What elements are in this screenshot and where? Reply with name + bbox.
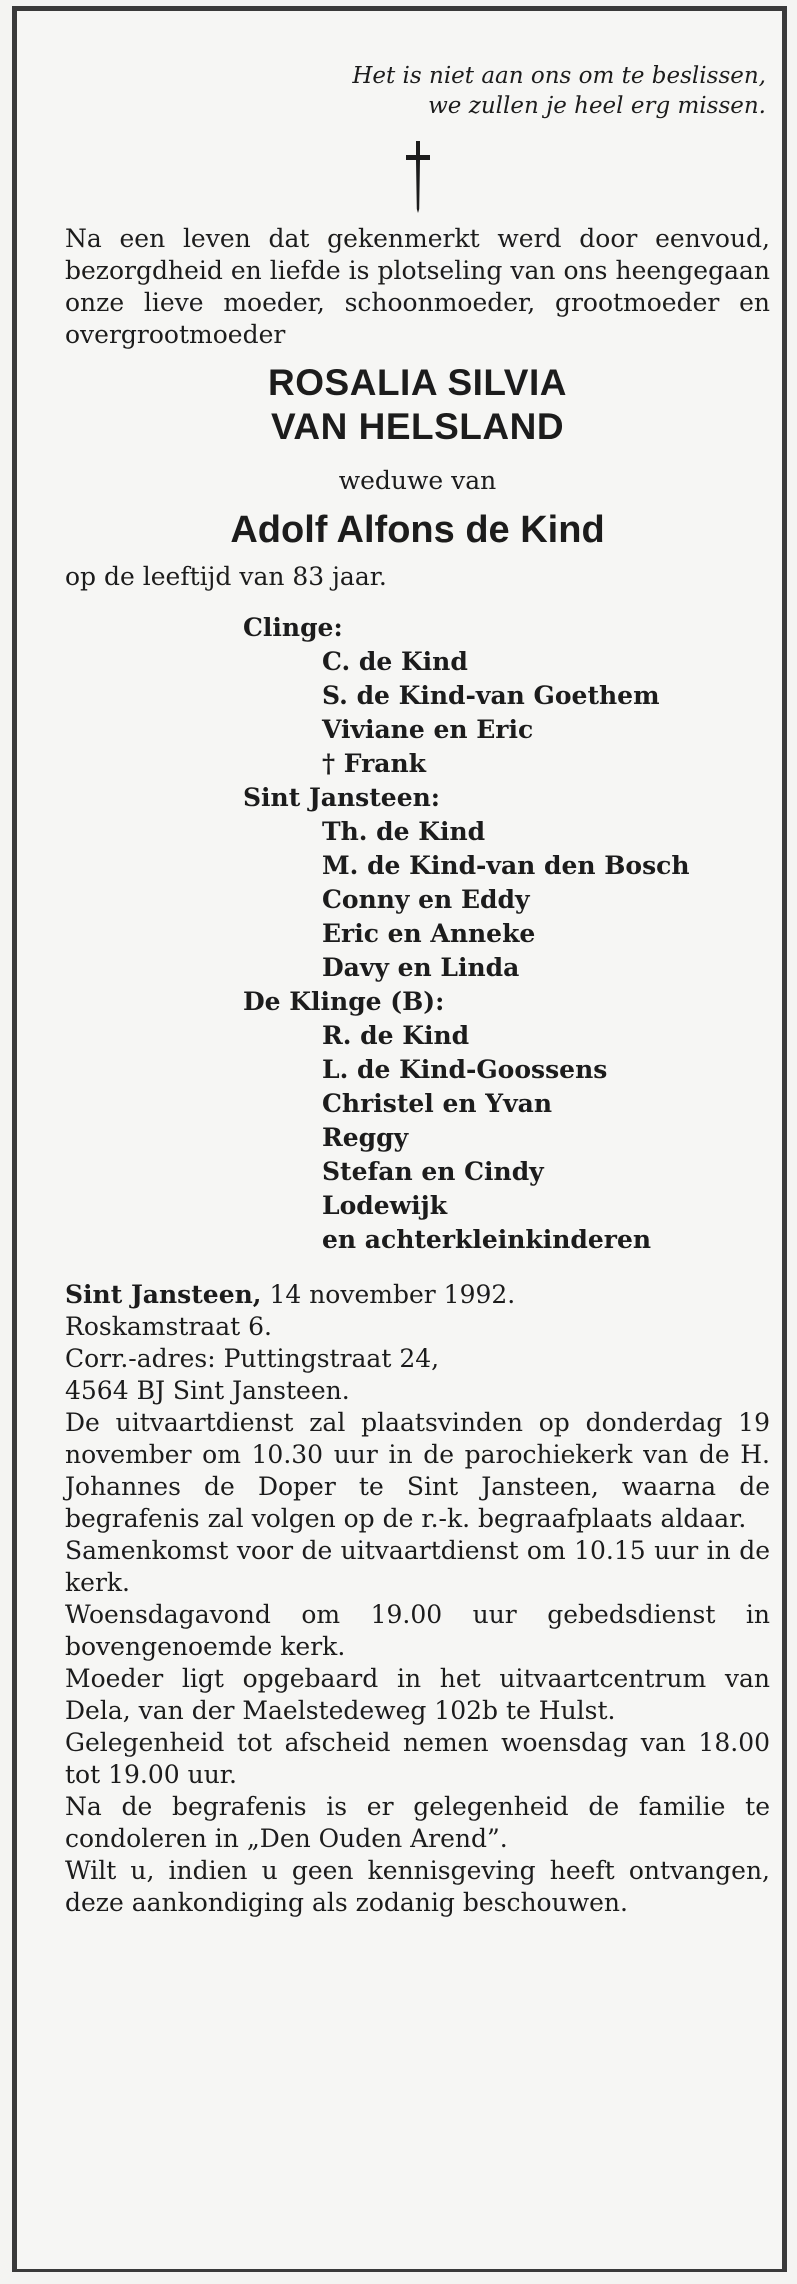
- motto-line-1: Het is niet aan ons om te beslissen,: [352, 63, 766, 89]
- family-member: Eric en Anneke: [322, 919, 536, 948]
- family-member: M. de Kind-van den Bosch: [322, 851, 690, 880]
- family-place-clinge: Clinge:: [243, 613, 343, 642]
- gathering-paragraph: Samenkomst voor de uitvaartdienst om 10.15 uur in de kerk.: [65, 1536, 770, 1597]
- notice-paragraph: Wilt u, indien u geen kennisgeving heeft ontvangen, deze aankondiging als zodanig beschouwen.: [65, 1856, 770, 1917]
- prayer-service-paragraph: Woensdagavond om 19.00 uur gebedsdienst in bovengenoemde kerk.: [65, 1600, 770, 1661]
- intro-text: Na een leven dat gekenmerkt werd door eenvoud, bezorgdheid en liefde is plotseling van ons heengegaan onze lieve moeder, schoonmoeder, grootmoeder en overgrootmoeder: [65, 224, 770, 349]
- family-member: C. de Kind: [322, 647, 468, 676]
- date-place: Sint Jansteen,: [65, 1280, 262, 1309]
- spouse-name: Adolf Alfons de Kind: [230, 509, 605, 551]
- family-place-sint-jansteen: Sint Jansteen:: [243, 783, 441, 812]
- address-line: Corr.-adres: Puttingstraat 24,: [65, 1344, 440, 1373]
- deceased-name-line-2: VAN HELSLAND: [270, 406, 565, 447]
- laid-out-paragraph: Moeder ligt opgebaard in het uitvaartcentrum van Dela, van der Maelstedeweg 102b te Hulst.: [65, 1664, 770, 1725]
- family-member: Reggy: [322, 1123, 409, 1152]
- family-member: Davy en Linda: [322, 953, 520, 982]
- family-list: [65, 611, 770, 1257]
- date-line: [65, 1279, 770, 1311]
- family-place-de-klinge: De Klinge (B):: [243, 987, 445, 1016]
- family-member: † Frank: [322, 749, 426, 778]
- family-member: Viviane en Eric: [322, 715, 534, 744]
- date-value: 14 november 1992.: [261, 1280, 516, 1309]
- family-member: en achterkleinkinderen: [322, 1225, 652, 1254]
- family-member: Christel en Yvan: [322, 1089, 553, 1118]
- family-member: Th. de Kind: [322, 817, 486, 846]
- family-member: R. de Kind: [322, 1021, 470, 1050]
- funeral-service-paragraph: De uitvaartdienst zal plaatsvinden op donderdag 19 november om 10.30 uur in de parochiekerk van de H. Johannes de Doper te Sint Jansteen, waarna de begrafenis zal volgen op de r.-k. begraafplaats aldaar.: [65, 1408, 770, 1533]
- family-member: S. de Kind-van Goethem: [322, 681, 660, 710]
- deceased-name-line-1: ROSALIA SILVIA: [268, 362, 567, 403]
- family-member: Stefan en Cindy: [322, 1157, 544, 1186]
- date-address-block: [65, 1279, 770, 1407]
- address-line: 4564 BJ Sint Jansteen.: [65, 1376, 350, 1405]
- age-line: op de leeftijd van 83 jaar.: [65, 562, 387, 591]
- address-line: Roskamstraat 6.: [65, 1312, 272, 1341]
- deceased-name: [65, 361, 770, 449]
- obituary-content: [65, 61, 770, 1919]
- family-member: Lodewijk: [322, 1191, 448, 1220]
- motto-line-2: we zullen je heel erg missen.: [428, 93, 766, 119]
- cross-icon: [405, 141, 431, 213]
- farewell-paragraph: Gelegenheid tot afscheid nemen woensdag van 18.00 tot 19.00 uur.: [65, 1728, 770, 1789]
- motto: [65, 61, 770, 121]
- condolence-paragraph: Na de begrafenis is er gelegenheid de familie te condoleren in „Den Ouden Arend”.: [65, 1792, 770, 1853]
- obituary-frame: [12, 6, 787, 2272]
- announcement-paragraphs: [65, 1407, 770, 1919]
- family-member: L. de Kind-Goossens: [322, 1055, 608, 1084]
- widow-of-label: weduwe van: [338, 466, 497, 495]
- family-member: Conny en Eddy: [322, 885, 530, 914]
